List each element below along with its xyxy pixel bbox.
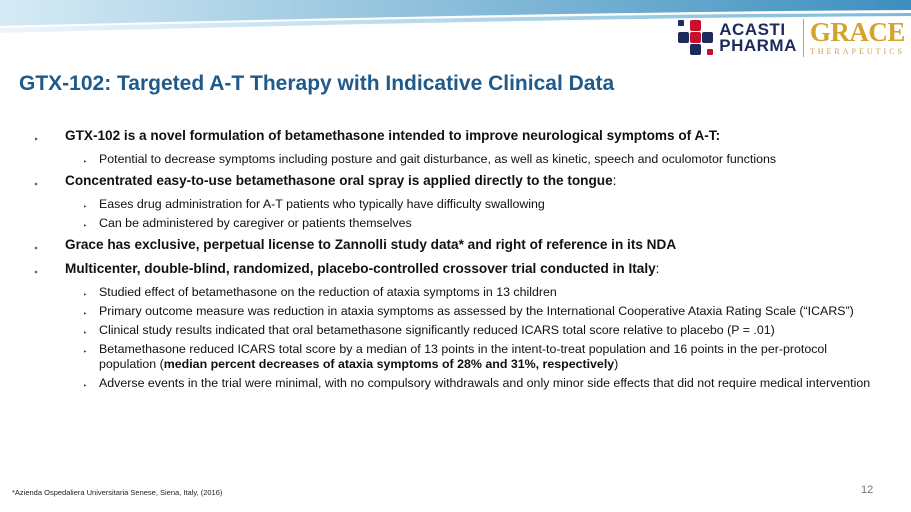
acasti-wordmark [719,22,797,54]
logo-group [677,16,905,60]
arrow-bullet-icon: ‣ [83,159,88,166]
sub-bullet-text: Adverse events in the trial were minimal, with no compulsory withdrawals and only minor side effects that did not require medical intervention [99,376,871,390]
text-segment: Concentrated easy-to-use betamethasone oral spray is applied directly to the tongue [65,173,613,188]
arrow-bullet-icon: ‣ [83,383,88,390]
arrow-bullet-icon: ‣ [34,244,39,253]
slide-title: GTX-102: Targeted A-T Therapy with Indicative Clinical Data [19,72,615,95]
bullet-list [34,128,884,397]
acasti-mark-icon [677,19,715,57]
text-segment: Multicenter, double-blind, randomized, placebo-controlled crossover trial conducted in Italy [65,261,656,276]
sub-bullet-text: Primary outcome measure was reduction in ataxia symptoms as assessed by the International Cooperative Ataxia Rating Scale (“ICARS”) [99,304,854,318]
grace-subtitle: THERAPEUTICS [809,47,905,56]
sub-bullet-text: Potential to decrease symptoms including posture and gait disturbance, as well as kinetic, speech and oculomotor functions [99,152,777,166]
bullet-item [34,237,884,253]
bullet-item [34,173,884,189]
arrow-bullet-icon: ‣ [83,311,88,318]
arrow-bullet-icon: ‣ [83,292,88,299]
text-segment: Grace has exclusive, perpetual license to Zannolli study data* and right of reference in its NDA [65,237,677,252]
text-segment: median percent decreases of ataxia symptoms of 28% and 31%, respectively [163,357,615,371]
logo-divider [803,19,804,57]
sub-bullet-text: Studied effect of betamethasone on the reduction of ataxia symptoms in 13 children [99,285,557,299]
bullet-item [34,128,884,144]
text-segment: ) [614,357,619,371]
sub-bullet-item [34,216,884,231]
arrow-bullet-icon: ‣ [83,330,88,337]
sub-bullet-text: Can be administered by caregiver or patients themselves [99,216,412,230]
bullet-group [34,261,884,391]
arrow-bullet-icon: ‣ [34,268,39,277]
bullet-item [34,261,884,277]
sub-bullet-item [34,197,884,212]
acasti-line1: ACASTI [719,20,786,39]
arrow-bullet-icon: ‣ [83,204,88,211]
sub-bullet-item [34,342,884,372]
sub-bullet-item [34,152,884,167]
sub-bullet-item [34,323,884,338]
footnote: *Azienda Ospedaliera Universitaria Senese, Siena, Italy, (2016) [12,488,223,497]
sub-bullet-item [34,304,884,319]
bullet-group [34,128,884,167]
grace-wordmark: GRACE [809,17,905,47]
page-number: 12 [861,484,874,496]
bullet-group [34,237,884,253]
arrow-bullet-icon: ‣ [83,223,88,230]
grace-logo [810,19,905,57]
sub-bullet-item [34,376,884,391]
arrow-bullet-icon: ‣ [34,180,39,189]
bullet-group [34,173,884,231]
acasti-line2: PHARMA [719,36,797,55]
text-segment: : [655,261,660,276]
text-segment: Betamethasone reduced ICARS total score by a median of 13 points in the intent-to-treat population and 16 points in the per-protocol population ( [99,342,828,371]
acasti-logo [677,19,797,57]
arrow-bullet-icon: ‣ [34,135,39,144]
text-segment: : [612,173,617,188]
sub-bullet-text: Clinical study results indicated that oral betamethasone significantly reduced ICARS total score relative to placebo (P = .01) [99,323,775,337]
text-segment: GTX-102 is a novel formulation of betamethasone intended to improve neurological symptoms of A-T: [65,128,721,143]
sub-bullet-item [34,285,884,300]
arrow-bullet-icon: ‣ [83,349,88,356]
sub-bullet-text: Eases drug administration for A-T patients who typically have difficulty swallowing [99,197,545,211]
